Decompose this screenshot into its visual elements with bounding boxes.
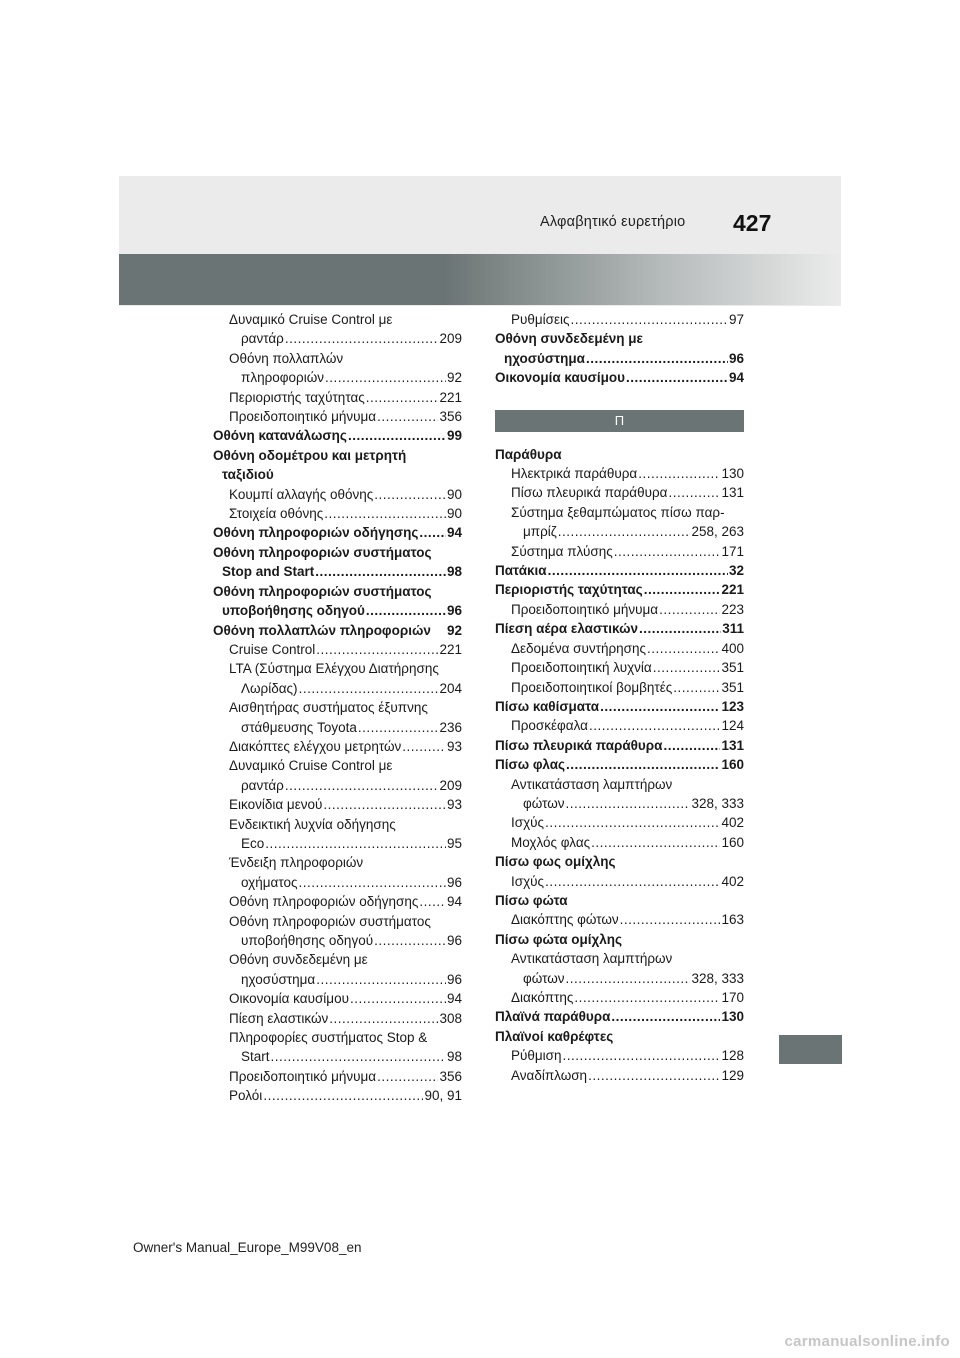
index-entry bbox=[495, 464, 744, 483]
entry-term: Οθόνη πληροφοριών οδήγησης bbox=[213, 525, 419, 541]
entry-page-ref: 170 bbox=[721, 990, 744, 1005]
index-entry bbox=[213, 698, 462, 717]
entry-page-ref: 400 bbox=[721, 640, 744, 656]
dot-leader bbox=[574, 988, 720, 1007]
entry-term: στάθμευσης Toyota bbox=[241, 719, 357, 735]
dot-leader bbox=[653, 658, 721, 677]
entry-term: Οικονομία καυσίμου bbox=[229, 991, 349, 1007]
entry-term: Οθόνη πληροφοριών συστήματος bbox=[213, 583, 432, 599]
entry-page-ref: 124 bbox=[721, 718, 744, 734]
header-gradient-bar bbox=[119, 254, 841, 305]
dot-leader bbox=[566, 794, 691, 813]
dot-leader bbox=[263, 1086, 423, 1105]
entry-page-ref: 204 bbox=[439, 680, 462, 696]
index-entry bbox=[213, 931, 462, 950]
index-entry bbox=[213, 310, 462, 329]
entry-page-ref: 258, 263 bbox=[691, 524, 744, 540]
dot-leader bbox=[358, 718, 439, 737]
dot-leader bbox=[265, 834, 446, 853]
dot-leader bbox=[644, 580, 721, 599]
entry-page-ref: 94 bbox=[446, 525, 462, 541]
index-entry bbox=[213, 465, 462, 484]
entry-page-ref: 402 bbox=[721, 815, 744, 831]
index-entry bbox=[495, 561, 744, 580]
index-entry bbox=[213, 504, 462, 523]
dot-leader bbox=[558, 522, 691, 541]
entry-page-ref: 351 bbox=[721, 660, 744, 676]
entry-term: ραντάρ bbox=[241, 331, 284, 347]
entry-term: Πίσω φώτα bbox=[495, 892, 568, 908]
entry-term: Πατάκια bbox=[495, 563, 547, 579]
index-entry bbox=[495, 833, 744, 852]
dot-leader bbox=[571, 310, 728, 329]
dot-leader bbox=[638, 464, 720, 483]
entry-page-ref: 221 bbox=[439, 389, 462, 405]
dot-leader bbox=[626, 368, 728, 387]
index-entry bbox=[495, 852, 744, 871]
entry-term: Eco bbox=[241, 835, 265, 851]
entry-term: ηχοσύστημα bbox=[504, 350, 585, 366]
entry-page-ref: 99 bbox=[446, 428, 462, 444]
dot-leader bbox=[316, 970, 446, 989]
index-entry bbox=[213, 485, 462, 504]
dot-leader bbox=[588, 1066, 720, 1085]
index-entry bbox=[495, 969, 744, 988]
dot-leader bbox=[329, 1009, 438, 1028]
entry-page-ref: 311 bbox=[722, 621, 744, 637]
entry-page-ref: 131 bbox=[721, 485, 744, 501]
entry-term: μπρίζ bbox=[523, 524, 557, 540]
entry-page-ref: 221 bbox=[439, 641, 462, 657]
index-entry bbox=[213, 426, 462, 445]
letter-heading: Π bbox=[495, 410, 744, 432]
entry-term: Αναδίπλωση bbox=[511, 1067, 588, 1083]
dot-leader bbox=[639, 619, 721, 638]
index-entry bbox=[495, 542, 744, 561]
entry-page-ref: 209 bbox=[439, 777, 462, 793]
index-entry bbox=[495, 891, 744, 910]
index-entry bbox=[213, 679, 462, 698]
entry-term: Ενδεικτική λυχνία οδήγησης bbox=[229, 816, 396, 832]
dot-leader bbox=[545, 813, 720, 832]
entry-page-ref: 308 bbox=[439, 1010, 462, 1026]
index-entry bbox=[213, 621, 462, 640]
entry-term: Διακόπτης bbox=[511, 990, 574, 1005]
index-entry bbox=[495, 503, 744, 522]
index-entry bbox=[213, 718, 462, 737]
dot-leader bbox=[545, 872, 720, 891]
entry-term: Πίεση ελαστικών bbox=[229, 1010, 329, 1026]
entry-term: Πίεση αέρα ελαστικών bbox=[495, 621, 638, 637]
dot-leader bbox=[419, 523, 446, 542]
footer-text: Owner's Manual_Europe_M99V08_en bbox=[133, 1240, 362, 1255]
entry-page-ref: 129 bbox=[721, 1067, 744, 1083]
index-entry bbox=[495, 716, 744, 735]
index-column-right-main bbox=[495, 445, 744, 1085]
index-entry bbox=[495, 1007, 744, 1026]
entry-page-ref: 96 bbox=[446, 971, 462, 987]
entry-term: Cruise Control bbox=[229, 641, 316, 657]
dot-leader bbox=[566, 755, 720, 774]
entry-page-ref: 93 bbox=[446, 797, 462, 813]
index-entry bbox=[495, 619, 744, 638]
entry-term: Προειδοποιητικοί βομβητές bbox=[511, 679, 673, 695]
dot-leader bbox=[285, 776, 439, 795]
index-entry bbox=[213, 349, 462, 368]
page-number: 427 bbox=[733, 210, 772, 236]
index-entry bbox=[213, 873, 462, 892]
dot-leader bbox=[285, 329, 439, 348]
index-entry bbox=[495, 658, 744, 677]
entry-term: οχήματος bbox=[241, 874, 298, 890]
entry-page-ref: 223 bbox=[721, 601, 744, 617]
index-column-right-top bbox=[495, 310, 744, 388]
index-entry bbox=[495, 794, 744, 813]
index-entry bbox=[495, 930, 744, 949]
entry-term: Ρολόι bbox=[229, 1088, 263, 1104]
index-entry bbox=[213, 368, 462, 387]
entry-term: Πίσω καθίσματα bbox=[495, 698, 600, 714]
index-entry bbox=[213, 737, 462, 756]
entry-page-ref: 130 bbox=[721, 466, 744, 482]
dot-leader bbox=[348, 426, 446, 445]
dot-leader bbox=[589, 716, 721, 735]
entry-term: Πίσω φώτα ομίχλης bbox=[495, 931, 623, 947]
entry-term: Παράθυρα bbox=[495, 446, 562, 462]
index-entry bbox=[495, 368, 744, 387]
thumb-index-tab bbox=[779, 1035, 842, 1064]
index-entry bbox=[495, 522, 744, 541]
entry-term: Διακόπτες ελέγχου μετρητών bbox=[229, 738, 402, 754]
dot-leader bbox=[325, 368, 446, 387]
entry-page-ref: 96 bbox=[446, 603, 462, 619]
dot-leader bbox=[566, 969, 691, 988]
entry-term: Στοιχεία οθόνης bbox=[229, 506, 324, 522]
entry-page-ref: 328, 333 bbox=[691, 970, 744, 986]
dot-leader bbox=[659, 600, 720, 619]
index-entry bbox=[213, 756, 462, 775]
entry-term: Αντικατάσταση λαμπτήρων bbox=[511, 951, 673, 967]
entry-page-ref: 356 bbox=[439, 409, 462, 425]
entry-term: Οθόνη πολλαπλών πληροφοριών bbox=[213, 622, 431, 638]
entry-term: Μοχλός φλας bbox=[511, 834, 591, 850]
dot-leader bbox=[647, 639, 720, 658]
index-entry bbox=[213, 950, 462, 969]
entry-term: Λωρίδας) bbox=[241, 680, 298, 696]
index-entry bbox=[213, 601, 462, 620]
dot-leader bbox=[316, 640, 438, 659]
entry-page-ref: 96 bbox=[446, 933, 462, 948]
entry-term: Ένδειξη πληροφοριών bbox=[229, 855, 364, 871]
index-entry bbox=[495, 949, 744, 968]
index-entry bbox=[495, 775, 744, 794]
dot-leader bbox=[668, 483, 720, 502]
index-entry bbox=[213, 989, 462, 1008]
entry-page-ref: 123 bbox=[721, 698, 744, 714]
index-entry bbox=[213, 388, 462, 407]
entry-page-ref: 131 bbox=[721, 737, 744, 753]
index-entry bbox=[213, 407, 462, 426]
dot-leader bbox=[366, 601, 446, 620]
dot-leader bbox=[271, 1047, 446, 1066]
entry-term: Προειδοποιητικό μήνυμα bbox=[229, 1068, 377, 1084]
index-entry bbox=[213, 1086, 462, 1105]
dot-leader bbox=[366, 388, 439, 407]
dot-leader bbox=[548, 561, 728, 580]
entry-page-ref: 94 bbox=[728, 370, 744, 386]
entry-term: πληροφοριών bbox=[241, 370, 324, 386]
entry-term: Δεδομένα συντήρησης bbox=[511, 640, 646, 656]
index-entry bbox=[213, 970, 462, 989]
entry-term: Διακόπτης φώτων bbox=[511, 912, 619, 928]
entry-term: Οθόνη συνδεδεμένη με bbox=[495, 331, 643, 347]
dot-leader bbox=[377, 1067, 438, 1086]
dot-leader bbox=[374, 931, 446, 950]
entry-term: φώτων bbox=[523, 970, 565, 986]
entry-term: Πληροφορίες συστήματος Stop & bbox=[229, 1030, 428, 1046]
entry-page-ref: 92 bbox=[446, 622, 462, 638]
entry-term: Οθόνη πληροφοριών συστήματος bbox=[213, 544, 432, 560]
entry-term: Οθόνη πληροφοριών συστήματος bbox=[229, 913, 431, 929]
index-entry bbox=[213, 582, 462, 601]
entry-term: Προειδοποιητική λυχνία bbox=[511, 660, 652, 676]
entry-page-ref: 90 bbox=[446, 486, 462, 502]
entry-term: Πλαϊνοί καθρέφτες bbox=[495, 1028, 614, 1044]
entry-term: Start bbox=[241, 1049, 270, 1065]
entry-term: Ισχύς bbox=[511, 873, 545, 889]
index-entry bbox=[213, 892, 462, 911]
entry-term: Οικονομία καυσίμου bbox=[495, 370, 625, 386]
index-entry bbox=[495, 678, 744, 697]
entry-page-ref: 160 bbox=[721, 834, 744, 850]
entry-term: ραντάρ bbox=[241, 777, 284, 793]
dot-leader bbox=[315, 562, 446, 581]
entry-term: Περιοριστής ταχύτητας bbox=[495, 582, 643, 598]
entry-term: Δυναμικό Cruise Control με bbox=[229, 758, 393, 774]
dot-leader bbox=[563, 1046, 721, 1065]
index-entry bbox=[213, 1028, 462, 1047]
index-entry bbox=[495, 349, 744, 368]
entry-term: Οθόνη πολλαπλών bbox=[229, 350, 344, 366]
entry-term: Σύστημα πλύσης bbox=[511, 543, 613, 559]
entry-page-ref: 90 bbox=[446, 506, 462, 522]
index-entry bbox=[495, 310, 744, 329]
entry-page-ref: 93 bbox=[446, 738, 462, 754]
entry-page-ref: 96 bbox=[728, 350, 744, 366]
entry-term: φώτων bbox=[523, 795, 565, 811]
entry-term: Πλαϊνά παράθυρα bbox=[495, 1009, 611, 1025]
index-entry bbox=[213, 640, 462, 659]
entry-term: Ρύθμιση bbox=[511, 1048, 562, 1064]
dot-leader bbox=[323, 795, 446, 814]
entry-page-ref: 98 bbox=[446, 564, 462, 580]
entry-term: Δυναμικό Cruise Control με bbox=[229, 312, 393, 327]
dot-leader bbox=[402, 737, 446, 756]
entry-page-ref: 130 bbox=[721, 1009, 744, 1025]
dot-leader bbox=[298, 873, 445, 892]
entry-page-ref: 97 bbox=[728, 312, 744, 327]
dot-leader bbox=[620, 910, 721, 929]
index-entry bbox=[213, 446, 462, 465]
index-entry bbox=[495, 1066, 744, 1085]
dot-leader bbox=[591, 833, 720, 852]
entry-term: LTA (Σύστημα Ελέγχου Διατήρησης bbox=[229, 661, 439, 677]
dot-leader bbox=[374, 485, 446, 504]
dot-leader bbox=[663, 736, 720, 755]
dot-leader bbox=[299, 679, 439, 698]
index-entry bbox=[213, 659, 462, 678]
index-entry bbox=[495, 445, 744, 464]
index-entry bbox=[213, 1067, 462, 1086]
entry-page-ref: 94 bbox=[446, 991, 462, 1007]
index-column-left bbox=[213, 310, 462, 1106]
entry-term: Κουμπί αλλαγής οθόνης bbox=[229, 486, 374, 502]
entry-page-ref: 221 bbox=[721, 582, 744, 598]
index-entry bbox=[495, 639, 744, 658]
dot-leader bbox=[419, 892, 446, 911]
entry-term: υποβοήθησης οδηγού bbox=[241, 933, 374, 948]
dot-leader bbox=[586, 349, 728, 368]
index-entry bbox=[495, 755, 744, 774]
entry-term: Αισθητήρας συστήματος έξυπνης bbox=[229, 700, 428, 716]
index-entry bbox=[213, 912, 462, 931]
index-entry bbox=[213, 562, 462, 581]
entry-page-ref: 128 bbox=[721, 1048, 744, 1064]
index-entry bbox=[213, 329, 462, 348]
entry-page-ref: 402 bbox=[721, 873, 744, 889]
dot-leader bbox=[377, 407, 438, 426]
index-entry bbox=[213, 795, 462, 814]
entry-term: Οθόνη κατανάλωσης bbox=[213, 428, 347, 444]
index-entry bbox=[495, 910, 744, 929]
index-entry bbox=[213, 1009, 462, 1028]
entry-term: Πίσω πλευρικά παράθυρα bbox=[495, 737, 663, 753]
entry-page-ref: 236 bbox=[439, 719, 462, 735]
entry-term: Stop and Start bbox=[222, 564, 315, 580]
index-entry bbox=[213, 523, 462, 542]
entry-term: Οθόνη οδομέτρου και μετρητή bbox=[213, 447, 407, 463]
entry-page-ref: 209 bbox=[439, 331, 462, 347]
index-entry bbox=[495, 600, 744, 619]
entry-page-ref: 32 bbox=[728, 563, 744, 579]
index-entry bbox=[495, 988, 744, 1007]
entry-term: Πίσω φλας bbox=[495, 757, 566, 773]
index-entry bbox=[213, 543, 462, 562]
entry-term: Ηλεκτρικά παράθυρα bbox=[511, 466, 638, 482]
index-entry bbox=[213, 834, 462, 853]
entry-page-ref: 163 bbox=[721, 912, 744, 928]
dot-leader bbox=[350, 989, 446, 1008]
entry-term: Οθόνη συνδεδεμένη με bbox=[229, 952, 368, 968]
entry-page-ref: 356 bbox=[439, 1068, 462, 1084]
dot-leader bbox=[673, 678, 720, 697]
index-entry bbox=[495, 483, 744, 502]
entry-term: Οθόνη πληροφοριών οδήγησης bbox=[229, 894, 419, 910]
index-entry bbox=[213, 776, 462, 795]
dot-leader bbox=[614, 542, 721, 561]
entry-term: Αντικατάσταση λαμπτήρων bbox=[511, 776, 673, 792]
entry-term: Προσκέφαλα bbox=[511, 718, 588, 734]
entry-term: ταξιδιού bbox=[222, 467, 274, 483]
index-entry bbox=[213, 815, 462, 834]
entry-page-ref: 90, 91 bbox=[424, 1088, 462, 1104]
entry-term: Περιοριστής ταχύτητας bbox=[229, 389, 365, 405]
entry-term: Πίσω φως ομίχλης bbox=[495, 854, 616, 870]
entry-term: Ισχύς bbox=[511, 815, 545, 831]
index-entry bbox=[213, 1047, 462, 1066]
entry-page-ref: 351 bbox=[721, 679, 744, 695]
index-entry bbox=[495, 736, 744, 755]
entry-term: Εικονίδια μενού bbox=[229, 797, 323, 813]
index-column-right bbox=[495, 310, 744, 1085]
index-entry bbox=[495, 329, 744, 348]
entry-page-ref: 98 bbox=[446, 1049, 462, 1065]
entry-term: Σύστημα ξεθαμπώματος πίσω παρ- bbox=[511, 504, 725, 520]
entry-term: Προειδοποιητικό μήνυμα bbox=[229, 409, 377, 425]
index-entry bbox=[495, 697, 744, 716]
index-entry bbox=[495, 580, 744, 599]
entry-page-ref: 171 bbox=[721, 543, 744, 559]
index-entry bbox=[495, 813, 744, 832]
entry-term: Προειδοποιητικό μήνυμα bbox=[511, 601, 659, 617]
index-entry bbox=[495, 872, 744, 891]
entry-page-ref: 92 bbox=[446, 370, 462, 386]
entry-page-ref: 96 bbox=[446, 874, 462, 890]
dot-leader bbox=[600, 697, 720, 716]
dot-leader bbox=[611, 1007, 720, 1026]
index-entry bbox=[495, 1046, 744, 1065]
entry-term: υποβοήθησης οδηγού bbox=[222, 603, 365, 619]
entry-term: Ρυθμίσεις bbox=[511, 312, 570, 327]
index-entry bbox=[495, 1027, 744, 1046]
dot-leader bbox=[324, 504, 446, 523]
entry-page-ref: 95 bbox=[446, 835, 462, 851]
entry-term: Πίσω πλευρικά παράθυρα bbox=[511, 485, 668, 501]
entry-page-ref: 94 bbox=[446, 894, 462, 910]
section-title: Αλφαβητικό ευρετήριο bbox=[540, 214, 686, 230]
entry-page-ref: 160 bbox=[721, 757, 744, 773]
watermark: carmanualsonline.info bbox=[784, 1333, 950, 1350]
index-entry bbox=[213, 853, 462, 872]
entry-term: ηχοσύστημα bbox=[241, 971, 316, 987]
entry-page-ref: 328, 333 bbox=[691, 795, 744, 811]
